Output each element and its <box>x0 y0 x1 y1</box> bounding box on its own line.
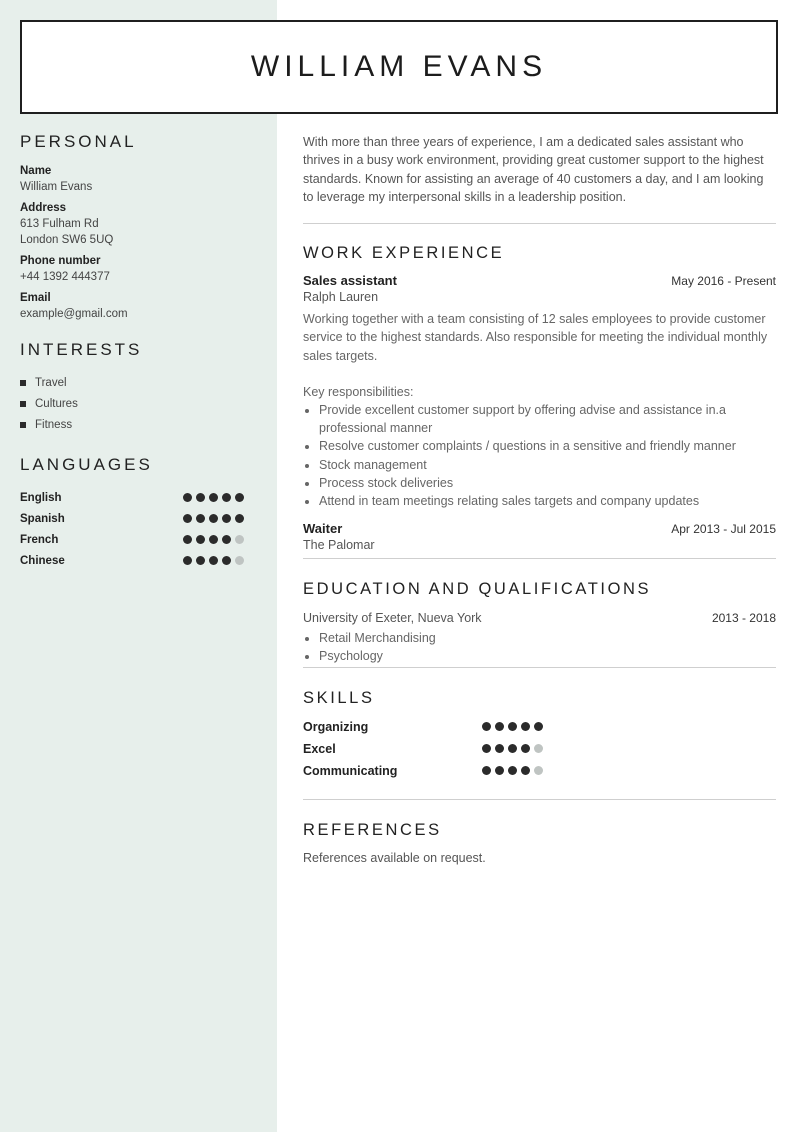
interest-item <box>20 414 260 435</box>
rating-dot-filled <box>235 493 244 502</box>
language-rating <box>183 535 248 544</box>
rating-dot-filled <box>508 766 517 775</box>
rating-dot-filled <box>222 556 231 565</box>
education-date: 2013 - 2018 <box>711 611 776 626</box>
rating-dot-filled <box>209 535 218 544</box>
rating-dot-empty <box>534 744 543 753</box>
job-entry <box>303 273 776 510</box>
candidate-name: WILLIAM EVANS <box>250 50 548 83</box>
rating-dot-filled <box>183 535 192 544</box>
languages-heading: LANGUAGES <box>20 455 153 474</box>
rating-dot-filled <box>482 722 491 731</box>
rating-dot-filled <box>222 535 231 544</box>
job-date: Apr 2013 - Jul 2015 <box>671 522 776 537</box>
list-item: • Psychology <box>319 647 776 665</box>
skills-list <box>303 716 776 782</box>
rating-dot-filled <box>209 514 218 523</box>
field-value: William Evans <box>20 181 93 193</box>
section-divider <box>303 667 776 668</box>
section-divider <box>303 558 776 559</box>
rating-dot-empty <box>235 556 244 565</box>
education-entry <box>303 611 776 665</box>
profile-summary: With more than three years of experience, I am a dedicated sales assistant who thrives in a busy work environment, providing great customer support to the highest standards. Known for assisting an average of 40 customers a day, and I am looking to leverage my interpersonal skills in a leadership position. <box>303 135 764 204</box>
school-name: University of Exeter, Nueva York <box>303 611 482 626</box>
education-heading: EDUCATION AND QUALIFICATIONS <box>303 580 652 599</box>
list-item: • Provide excellent customer support by offering advise and assistance in.a professional manner <box>319 401 776 437</box>
personal-email <box>20 291 260 322</box>
language-row <box>20 529 260 550</box>
list-item: • Attend in team meetings relating sales targets and company updates <box>319 492 776 510</box>
rating-dot-filled <box>495 766 504 775</box>
subjects-list <box>303 629 776 665</box>
job-company: Ralph Lauren <box>303 290 379 305</box>
section-divider <box>303 799 776 800</box>
language-name: English <box>20 491 62 504</box>
personal-heading: PERSONAL <box>20 132 137 151</box>
rating-dot-filled <box>196 493 205 502</box>
rating-dot-filled <box>183 556 192 565</box>
square-bullet-icon <box>20 401 26 407</box>
skill-row <box>303 738 776 760</box>
language-row <box>20 508 260 529</box>
personal-phone <box>20 254 260 285</box>
rating-dot-filled <box>222 514 231 523</box>
rating-dot-filled <box>183 493 192 502</box>
section-divider <box>303 223 776 224</box>
rating-dot-filled <box>235 514 244 523</box>
language-name: French <box>20 533 59 546</box>
interest-label: Fitness <box>35 418 73 431</box>
job-company: The Palomar <box>303 538 375 553</box>
languages-list <box>20 487 260 571</box>
responsibilities-list <box>303 401 776 510</box>
skill-row <box>303 716 776 738</box>
skill-name: Organizing <box>303 719 369 734</box>
language-rating <box>183 493 248 502</box>
list-item: • Retail Merchandising <box>319 629 776 647</box>
skill-rating <box>482 744 547 753</box>
field-label: Address <box>20 202 67 214</box>
responsibilities-label: Key responsibilities: <box>303 384 414 399</box>
job-entry <box>303 521 776 552</box>
rating-dot-filled <box>209 493 218 502</box>
job-date: May 2016 - Present <box>671 274 776 289</box>
field-value: +44 1392 444377 <box>20 271 110 283</box>
field-label: Email <box>20 292 51 304</box>
list-item: • Stock management <box>319 456 776 474</box>
rating-dot-filled <box>196 535 205 544</box>
job-title: Waiter <box>303 521 343 537</box>
name-header <box>20 20 778 114</box>
skill-rating <box>482 722 547 731</box>
skill-name: Communicating <box>303 763 398 778</box>
skill-name: Excel <box>303 741 336 756</box>
sidebar <box>20 132 260 571</box>
skill-rating <box>482 766 547 775</box>
rating-dot-filled <box>495 722 504 731</box>
rating-dot-filled <box>534 722 543 731</box>
square-bullet-icon <box>20 422 26 428</box>
field-value: 613 Fulham Rd <box>20 218 99 230</box>
rating-dot-filled <box>196 556 205 565</box>
references-text: References available on request. <box>303 850 486 865</box>
language-name: Spanish <box>20 512 65 525</box>
language-row <box>20 550 260 571</box>
rating-dot-filled <box>209 556 218 565</box>
rating-dot-filled <box>508 744 517 753</box>
rating-dot-filled <box>521 722 530 731</box>
rating-dot-filled <box>508 722 517 731</box>
language-rating <box>183 556 248 565</box>
interest-label: Cultures <box>35 397 78 410</box>
rating-dot-filled <box>521 766 530 775</box>
rating-dot-empty <box>235 535 244 544</box>
rating-dot-filled <box>521 744 530 753</box>
interest-item <box>20 393 260 414</box>
interest-label: Travel <box>35 376 67 389</box>
field-value: London SW6 5UQ <box>20 234 114 246</box>
rating-dot-filled <box>482 744 491 753</box>
rating-dot-filled <box>495 744 504 753</box>
personal-name <box>20 164 260 195</box>
references-heading: REFERENCES <box>303 820 442 839</box>
field-value: example@gmail.com <box>20 308 128 320</box>
interest-item <box>20 372 260 393</box>
skill-row <box>303 760 776 782</box>
main-content <box>303 133 776 865</box>
language-rating <box>183 514 248 523</box>
field-label: Phone number <box>20 255 101 267</box>
job-description: Working together with a team consisting of 12 sales employees to provide customer service to the highest standards. Also responsible for meeting the individual monthly sales targets. <box>303 312 768 363</box>
list-item: • Resolve customer complaints / questions in a sensitive and friendly manner <box>319 437 776 455</box>
rating-dot-filled <box>183 514 192 523</box>
job-title: Sales assistant <box>303 273 397 289</box>
list-item: • Process stock deliveries <box>319 474 776 492</box>
rating-dot-filled <box>222 493 231 502</box>
square-bullet-icon <box>20 380 26 386</box>
skills-heading: SKILLS <box>303 688 375 707</box>
rating-dot-filled <box>482 766 491 775</box>
rating-dot-empty <box>534 766 543 775</box>
language-row <box>20 487 260 508</box>
field-label: Name <box>20 165 52 177</box>
rating-dot-filled <box>196 514 205 523</box>
work-experience-heading: WORK EXPERIENCE <box>303 244 505 263</box>
interests-heading: INTERESTS <box>20 340 143 359</box>
language-name: Chinese <box>20 554 65 567</box>
personal-address <box>20 201 260 248</box>
